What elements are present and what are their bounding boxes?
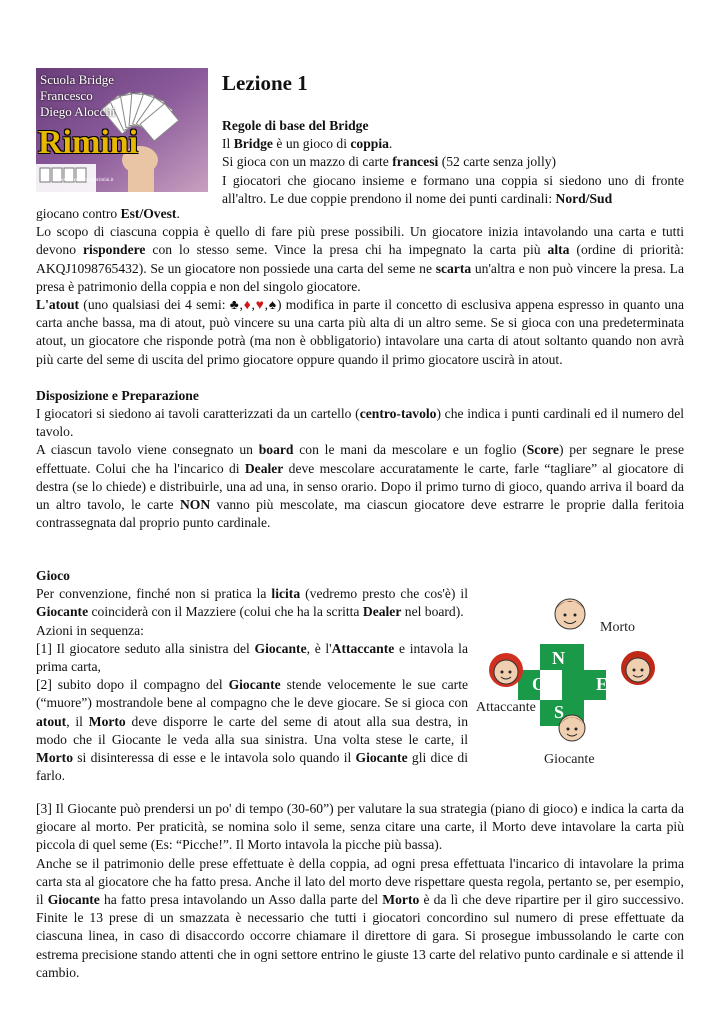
- paragraph-tables: I giocatori si siedono ai tavoli caratterizzati da un cartello (centro-tavolo) che indica i punti cardinali ed il numero del tavolo.: [36, 406, 685, 440]
- intro-line-2: Si gioca con un mazzo di carte francesi (52 carte senza jolly): [222, 154, 557, 170]
- diamond-suit-icon: ♦: [242, 297, 252, 313]
- body-section-1: [36, 205, 684, 532]
- actions-heading: Azioni in sequenza:: [36, 622, 144, 638]
- section-heading-disposizione: Disposizione e Preparazione: [36, 387, 199, 403]
- cover-line-3: Diego Alocchi: [40, 104, 116, 119]
- tile-east: E: [596, 674, 609, 694]
- body-section-final: [36, 800, 684, 982]
- intro-line-1: Il Bridge è un gioco di coppia.: [222, 136, 393, 152]
- cover-footer: www.scuolabridgerimini.it: [60, 178, 114, 183]
- lesson-title: Lezione 1: [222, 71, 308, 95]
- intro-line-3: I giocatori che giocano insieme e formano una coppia si siedono uno di fronte all'altro. Le due coppie prendono il nome dei punti cardinali: Nord/Sud: [222, 172, 684, 206]
- cover-line-2: Francesco: [40, 88, 93, 103]
- morto-face-icon: [555, 599, 585, 629]
- club-suit-icon: ♣: [229, 297, 240, 313]
- paragraph-atout: L'atout (uno qualsiasi dei 4 semi: ♣,♦,♥,♠) modifica in parte il concetto di esclusiva appena espresso in quanto una carta anche bassa, ma di atout, può vincere su una carta più alta di un altro seme. Se si gioca con una predeterminata atout, un giocatore che risponde potrà (ma non è obbligatorio) intavolare una carta di atout soltanto quando non avrà più carte del seme di uscita del primo giocatore oppure quando il primo giocatore uscirà in atout.: [36, 297, 684, 367]
- cover-line-1: Scuola Bridge: [40, 72, 115, 87]
- tile-south: S: [554, 702, 565, 722]
- seating-diagram: [478, 588, 684, 778]
- cover-image: [36, 68, 208, 192]
- paragraph-board: A ciascun tavolo viene consegnato un board con le mani da mescolare e un foglio (Score) per segnare le prese effettuate. Colui che ha l'incarico di Dealer deve mescolare accuratamente le carte, farle “tagliare” al giocatore di destra (se lo chiede) e distribuirle, una ad una, in senso orario. Dopo il primo turno di gioco, quando arriva il board da un altro tavolo, le carte NON vanno più mescolate, ma ciascun giocatore deve estrarre le proprie dalla feritoia contrassegnata dal proprio punto cardinale.: [36, 442, 685, 531]
- heart-suit-icon: ♥: [254, 297, 265, 313]
- attaccante-face-icon: [489, 653, 523, 687]
- section-heading-gioco: Gioco: [36, 568, 70, 583]
- tile-north: N: [552, 648, 565, 668]
- intro-block: [222, 70, 684, 208]
- spade-suit-icon: ♠: [268, 297, 277, 313]
- paragraph-prese: Anche se il patrimonio delle prese effettuate è della coppia, ad ogni presa effettuata l'incarico di intavolare la prima carta sta al giocatore che ha fatto presa. Anche il lato del morto deve rispettare questa regola, pertanto se, per esempio, il Giocante ha fatto presa intavolando un Asso dalla parte del Morto è da lì che deve ripartire per il giro successivo. Finite le 13 prese di un smazzata è necessario che tutti i giocatori concordino sul numero di prese effettuate da ciascuna linea, in caso di disaccordo occorre chiamare il direttore di gara. Si prosegue imbussolando le carte con estrema precisione stando attenti che in ogni settore entrino le giuste 13 carte del relativo punto cardinale e si attende il cambio.: [36, 855, 684, 980]
- label-attaccante: Attaccante: [476, 700, 536, 715]
- est-face-icon: [621, 651, 655, 685]
- action-1: [1] Il giocatore seduto alla sinistra del Giocante, è l'Attaccante e intavola la prima carta,: [36, 640, 468, 675]
- action-3: [3] Il Giocante può prendersi un po' di tempo (30-60”) per valutare la sua strategia (piano di gioco) e indica la carta da giocare al morto. Per praticità, se nomina solo il seme, senza citare una carte, il Morto deve intavolare la carta più piccola di quel seme (Es: “Picche!”. Il Morto intavola la picche più bassa).: [36, 801, 684, 853]
- cover-city: Rimini: [38, 124, 139, 161]
- tile-west: O: [532, 674, 547, 694]
- label-morto: Morto: [600, 620, 635, 635]
- paragraph-scope: Lo scopo di ciascuna coppia è quello di fare più prese possibili. Un giocatore inizia intavolando una carta e tutti devono rispondere con lo stesso seme. Vince la presa chi ha impegnato la carta più alta (ordine di priorità: AKQJ1098765432). Se un giocatore non possiede una carta del seme ne scarta un'altra e non può vincere la presa. La presa è patrimonio della coppia e non del singolo giocatore.: [36, 224, 685, 294]
- label-giocante: Giocante: [544, 752, 595, 767]
- seating-diagram-graphic: [478, 588, 684, 778]
- intro-heading: Regole di base del Bridge: [222, 118, 369, 133]
- paragraph-convention: Per convenzione, finché non si pratica la licita (vedremo presto che cos'è) il Giocante coinciderà con il Mazziere (colui che ha la scritta Dealer nel board).: [36, 586, 468, 620]
- action-2: [2] subito dopo il compagno del Giocante stende velocemente le sue carte (“muore”) mostrandole bene al compagno che le deve giocare. Se si gioca con atout, il Morto deve disporre le carte del seme di atout alla sua destra, in modo che il Giocante le veda alla sua sinistra. Una volta stese le carte, il Morto si disinteressa di esse e le intavola solo quando il Giocante gli dice di farlo.: [36, 677, 468, 784]
- pairs-sentence-end: giocano contro Est/Ovest.: [36, 206, 180, 221]
